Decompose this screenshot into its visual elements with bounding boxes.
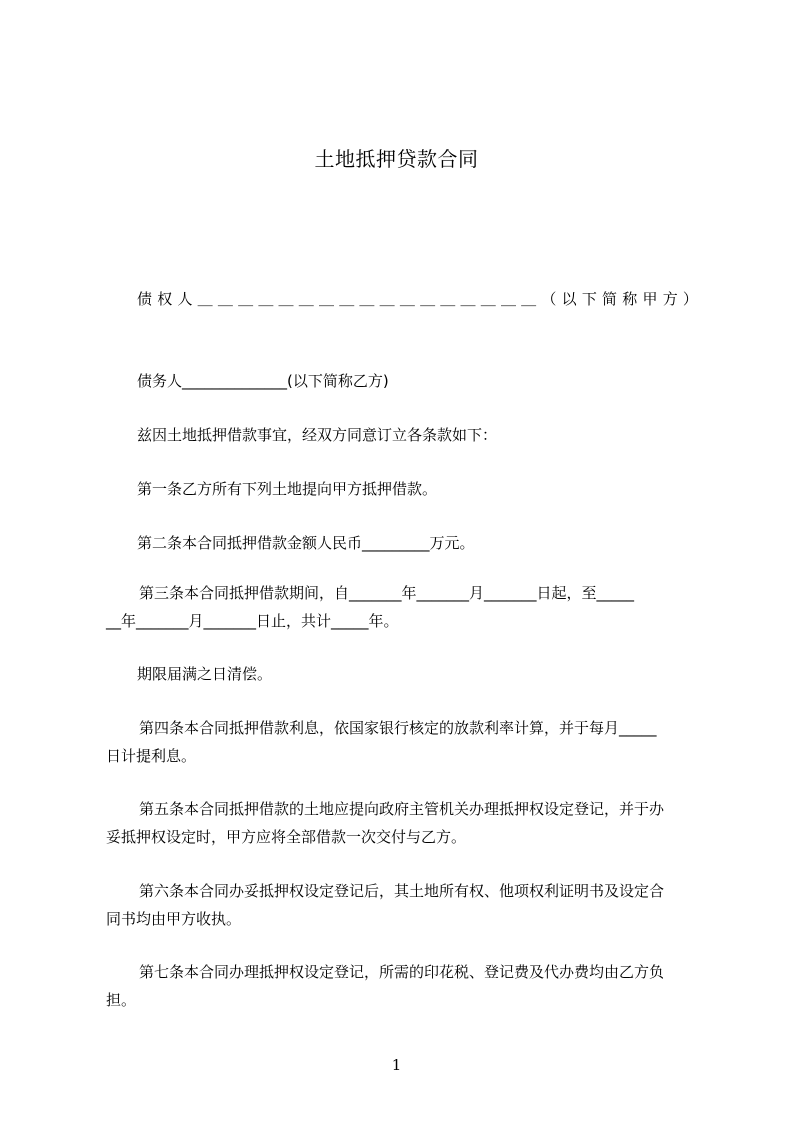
creditor-char: 人	[177, 290, 193, 308]
creditor-char: ＿	[399, 290, 415, 308]
creditor-char: ＿	[521, 290, 537, 308]
creditor-char: 权	[157, 290, 173, 308]
creditor-char: ＿	[460, 290, 476, 308]
creditor-char: ＿	[339, 290, 355, 308]
article-7-line-1: 第七条本合同办理抵押权设定登记，所需的印花税、登记费及代办费均由乙方负	[139, 963, 665, 981]
creditor-char: ＿	[500, 290, 516, 308]
article-3-continuation: 期限届满之日清偿。	[137, 665, 273, 683]
creditor-char: 甲	[642, 290, 658, 308]
creditor-char: ＿	[278, 290, 294, 308]
creditor-char: 以	[561, 290, 577, 308]
article-4-line-1: 第四条本合同抵押借款利息，依国家银行核定的放款利率计算，并于每月_____	[139, 719, 657, 737]
article-3-line-2: __年_______月_______日止，共计_____年。	[106, 612, 399, 630]
creditor-char: ＿	[379, 290, 395, 308]
debtor-line: 债务人______________(以下简称乙方)	[137, 372, 389, 390]
creditor-char: ＿	[420, 290, 436, 308]
creditor-char: ）	[682, 290, 698, 308]
creditor-char: ＿	[480, 290, 496, 308]
creditor-char: ＿	[298, 290, 314, 308]
creditor-char: ＿	[258, 290, 274, 308]
creditor-char: ＿	[238, 290, 254, 308]
article-4-line-2: 日计提利息。	[106, 747, 197, 765]
article-5-line-2: 妥抵押权设定时，甲方应将全部借款一次交付与乙方。	[106, 828, 467, 846]
creditor-line	[137, 284, 698, 314]
creditor-char: 下	[581, 290, 597, 308]
article-5-line-1: 第五条本合同抵押借款的土地应提向政府主管机关办理抵押权设定登记，并于办	[139, 800, 665, 818]
creditor-char: 简	[602, 290, 618, 308]
document-title: 土地抵押贷款合同	[314, 147, 479, 171]
creditor-char: ＿	[359, 290, 375, 308]
creditor-char: 债	[137, 290, 153, 308]
creditor-char: （	[541, 290, 557, 308]
creditor-char: 方	[662, 290, 678, 308]
article-7-line-2: 担。	[106, 991, 137, 1009]
intro-paragraph: 兹因土地抵押借款事宜，经双方同意订立各条款如下：	[137, 426, 498, 444]
creditor-char: ＿	[217, 290, 233, 308]
creditor-char: ＿	[197, 290, 213, 308]
article-3-line-1: 第三条本合同抵押借款期间，自_______年_______月_______日起，至_____	[139, 584, 635, 602]
article-6-line-1: 第六条本合同办妥抵押权设定登记后，其土地所有权、他项权利证明书及设定合	[139, 882, 665, 900]
creditor-char: 称	[622, 290, 638, 308]
article-1: 第一条乙方所有下列土地提向甲方抵押借款。	[137, 480, 438, 498]
creditor-char: ＿	[318, 290, 334, 308]
creditor-char: ＿	[440, 290, 456, 308]
article-2: 第二条本合同抵押借款金额人民币_________万元。	[137, 534, 475, 552]
page-number: 1	[391, 1056, 402, 1074]
article-6-line-2: 同书均由甲方收执。	[106, 910, 242, 928]
